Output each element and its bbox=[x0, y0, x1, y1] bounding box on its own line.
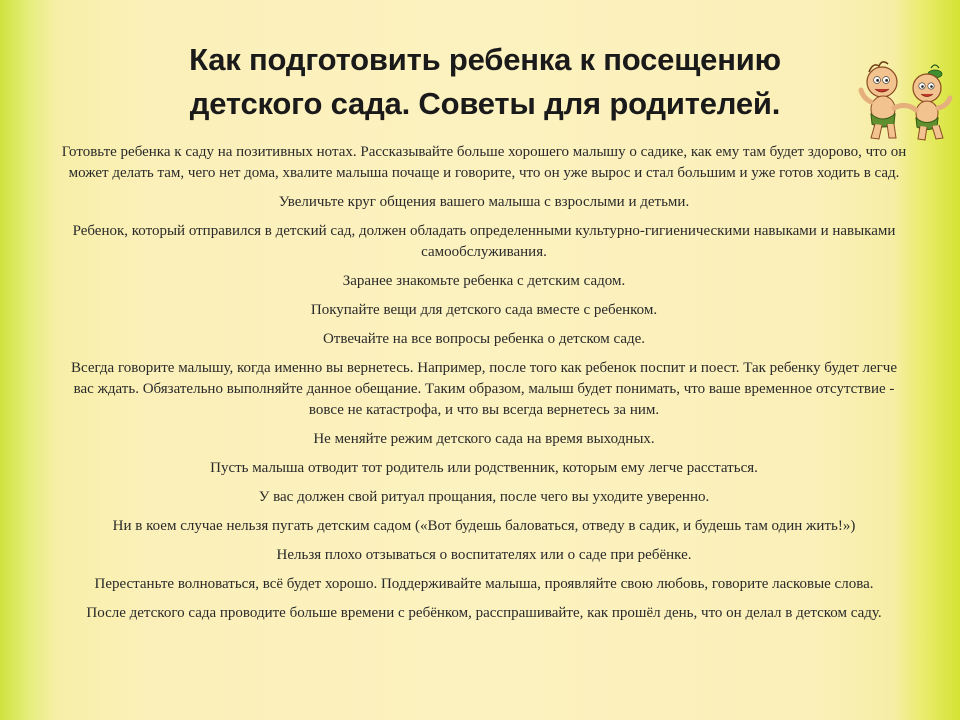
title-line-1: Как подготовить ребенка к посещению bbox=[189, 42, 781, 77]
advice-item: Заранее знакомьте ребенка с детским садом. bbox=[342, 273, 626, 289]
advice-item: Отвечайте на все вопросы ребенка о детском саде. bbox=[322, 331, 646, 347]
advice-item: Перестаньте волноваться, всё будет хорошо. Поддерживайте малыша, проявляйте свою любовь, говорите ласковые слова. bbox=[94, 576, 874, 592]
advice-item: Пусть малыша отводит тот родитель или родственник, которым ему легче расстаться. bbox=[210, 460, 758, 476]
advice-item: Всегда говорите малышу, когда именно вы вернетесь. Например, после того как ребенок поспит и поест. Так ребенку будет легче вас ждать. Обязательно выполняйте данное обещание. Таким образом, малыш будет понимать, что ваше временное отсутствие - вовсе не катастрофа, и что вы всегда вернетесь за ним. bbox=[71, 360, 897, 418]
advice-item: Покупайте вещи для детского сада вместе с ребенком. bbox=[310, 302, 658, 318]
two-cartoon-toddlers-icon bbox=[855, 58, 955, 146]
toddler-girl bbox=[913, 65, 950, 140]
toddler-boy bbox=[861, 62, 897, 139]
advice-list bbox=[60, 142, 908, 632]
advice-item: Нельзя плохо отзываться о воспитателях или о саде при ребёнке. bbox=[276, 547, 692, 563]
advice-item: Не меняйте режим детского сада на время выходных. bbox=[313, 431, 655, 447]
title-line-2: детского сада. Советы для родителей. bbox=[189, 86, 781, 121]
advice-item: Ни в коем случае нельзя пугать детским садом («Вот будешь баловаться, отведу в садик, и будешь там один жить!») bbox=[112, 518, 856, 534]
advice-item: Готовьте ребенка к саду на позитивных нотах. Рассказывайте больше хорошего малышу о садике, как ему там будет здорово, что он может делать там, чего нет дома, хвалите малыша почаще и говорите, что он уже вырос и стал большим и уже готов ходить в сад. bbox=[61, 144, 907, 181]
page-title bbox=[80, 38, 890, 126]
advice-item: Ребенок, который отправился в детский сад, должен обладать определенными культурно-гигиеническими навыками и навыками самообслуживания. bbox=[72, 223, 896, 260]
advice-item: Увеличьте круг общения вашего малыша с взрослыми и детьми. bbox=[278, 194, 690, 210]
advice-item: После детского сада проводите больше времени с ребёнком, расспрашивайте, как прошёл день, что он делал в детском саду. bbox=[86, 605, 882, 621]
advice-item: У вас должен свой ритуал прощания, после чего вы уходите уверенно. bbox=[258, 489, 710, 505]
